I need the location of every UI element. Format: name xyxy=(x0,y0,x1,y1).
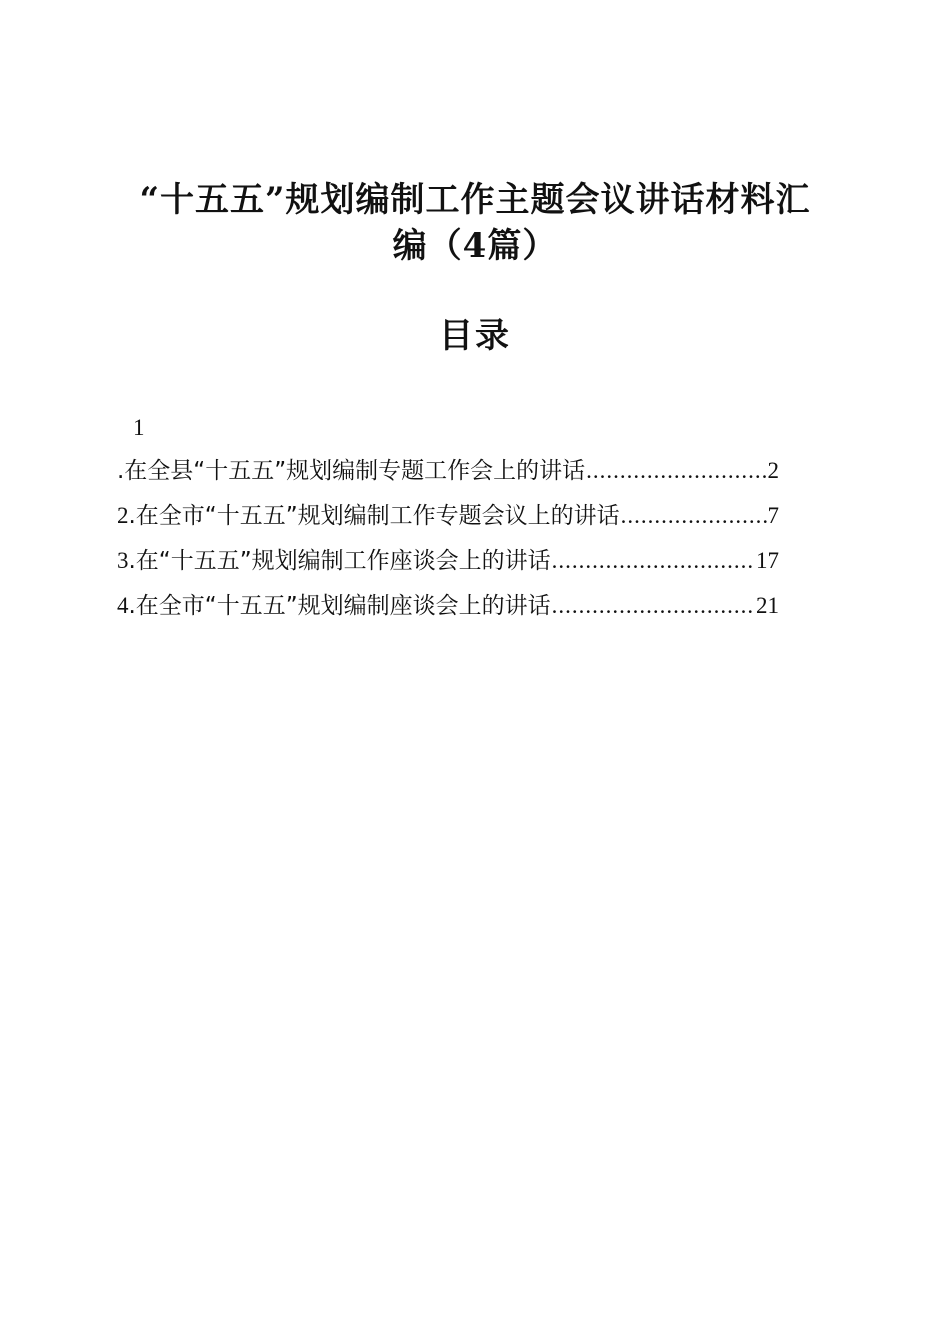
toc-item-page: 21 xyxy=(756,593,779,618)
toc-item-title: .在全县“十五五”规划编制专题工作会上的讲话 xyxy=(117,458,586,484)
toc-item-1-number: 1 xyxy=(133,415,145,440)
toc-item-3[interactable] xyxy=(117,538,779,583)
toc-dot-leader xyxy=(552,538,755,583)
toc-heading: 目录 xyxy=(439,316,511,356)
toc-dot-leader xyxy=(552,583,755,628)
toc-item-1[interactable] xyxy=(117,448,779,493)
toc-item-number: 4 xyxy=(117,593,129,618)
toc-item-number: 3 xyxy=(117,548,129,573)
toc-item-2[interactable] xyxy=(117,493,779,538)
toc-dot-leader xyxy=(586,448,766,493)
document-title: “十五五”规划编制工作主题会议讲话材料汇 xyxy=(139,180,811,220)
toc-item-title: .在全市“十五五”规划编制工作专题会议上的讲话 xyxy=(128,503,620,529)
toc-item-page: 7 xyxy=(767,503,779,528)
toc-dot-leader xyxy=(621,493,767,538)
table-of-contents xyxy=(117,408,779,628)
toc-item-title: .在全市“十五五”规划编制座谈会上的讲话 xyxy=(128,593,551,619)
toc-item-title: .在“十五五”规划编制工作座谈会上的讲话 xyxy=(128,548,551,574)
toc-item-page: 2 xyxy=(767,458,779,483)
toc-item-number: 2 xyxy=(117,503,129,528)
toc-item-page: 17 xyxy=(756,548,779,573)
document-title-continuation: 编（4篇） xyxy=(392,226,558,266)
toc-item-4[interactable] xyxy=(117,583,779,628)
